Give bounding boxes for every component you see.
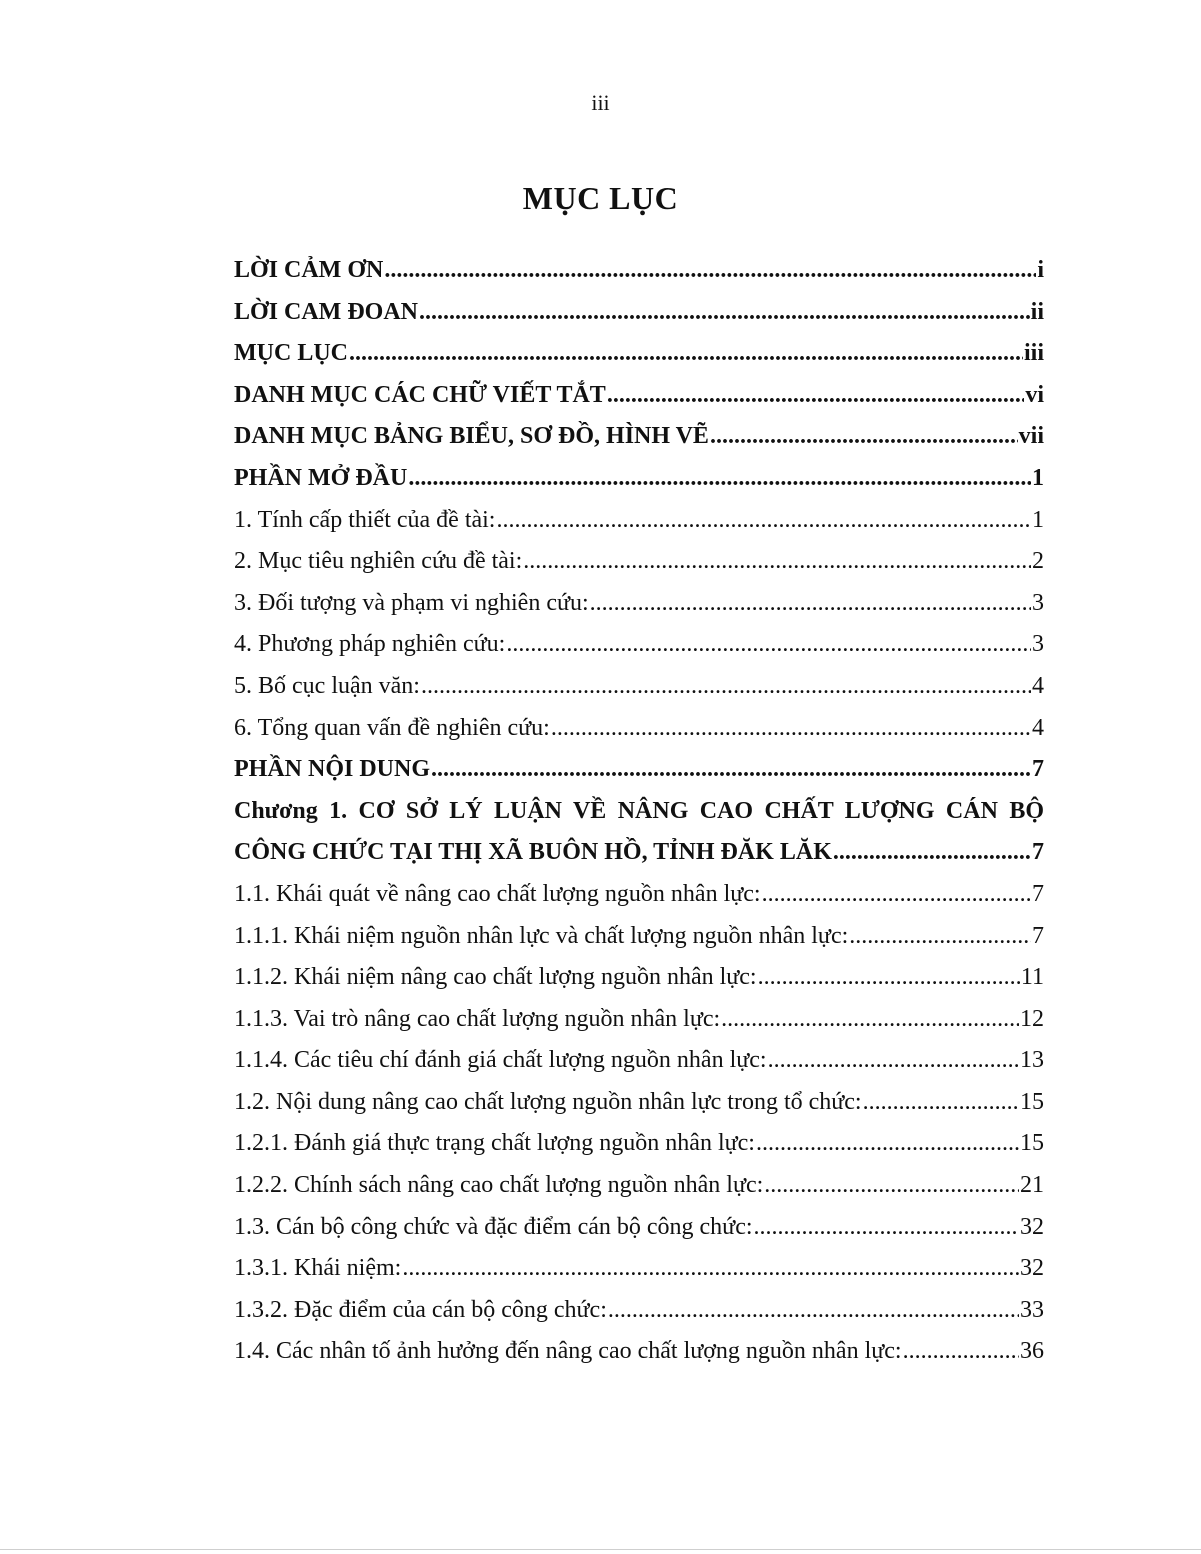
toc-entry-label: MỤC LỤC [234, 340, 348, 367]
toc-entry-page: 1 [1032, 506, 1044, 533]
toc-entry-label: CÔNG CHỨC TẠI THỊ XÃ BUÔN HỒ, TỈNH ĐĂK LĂK [234, 839, 832, 866]
dot-leader [833, 832, 1031, 874]
toc-entry[interactable] [234, 1207, 1044, 1249]
toc-entry-page: 11 [1020, 964, 1044, 991]
dot-leader [384, 250, 1036, 292]
toc-entry[interactable] [234, 1040, 1044, 1082]
dot-leader [756, 1123, 1019, 1165]
toc-entry-page: 4 [1032, 672, 1044, 699]
toc-entry[interactable] [234, 458, 1044, 500]
toc-entry[interactable] [234, 1082, 1044, 1124]
toc-entry-page: ii [1030, 298, 1044, 325]
toc-entry[interactable] [234, 250, 1044, 292]
dot-leader [863, 1082, 1019, 1124]
toc-entry[interactable] [234, 666, 1044, 708]
page-bottom-edge [0, 1549, 1201, 1550]
toc-entry-label: 1.1. Khái quát về nâng cao chất lượng nguồn nhân lực: [234, 880, 761, 907]
toc-entry-label: 1. Tính cấp thiết của đề tài: [234, 506, 496, 533]
dot-leader [402, 1248, 1019, 1290]
toc-entry-label-line1: Chương 1. CƠ SỞ LÝ LUẬN VỀ NÂNG CAO CHẤT LƯỢNG CÁN BỘ [234, 797, 1044, 824]
toc-entry-label: 1.4. Các nhân tố ảnh hưởng đến nâng cao chất lượng nguồn nhân lực: [234, 1338, 902, 1365]
toc-entry[interactable] [234, 541, 1044, 583]
dot-leader [721, 999, 1019, 1041]
toc-entry-page: vii [1018, 423, 1044, 450]
toc-entry-page: 32 [1020, 1213, 1044, 1240]
dot-leader [903, 1331, 1019, 1373]
toc-entry-page: 1 [1032, 464, 1044, 491]
toc-entry[interactable] [234, 749, 1044, 791]
toc-entry-page: 33 [1020, 1296, 1044, 1323]
dot-leader [607, 375, 1025, 417]
dot-leader [764, 1165, 1019, 1207]
toc-entry-label: LỜI CAM ĐOAN [234, 298, 418, 325]
toc-entry-label: DANH MỤC BẢNG BIỂU, SƠ ĐỒ, HÌNH VẼ [234, 423, 709, 450]
toc-entry-page: 15 [1020, 1130, 1044, 1157]
dot-leader [551, 708, 1031, 750]
toc-entry-page: 32 [1020, 1255, 1044, 1282]
toc-entry-label: 1.1.2. Khái niệm nâng cao chất lượng nguồn nhân lực: [234, 964, 757, 991]
dot-leader [590, 583, 1031, 625]
toc-entry[interactable] [234, 1331, 1044, 1373]
toc-entry[interactable] [234, 999, 1044, 1041]
toc-entry-page: 7 [1032, 922, 1044, 949]
toc-entry-page: 2 [1032, 548, 1044, 575]
dot-leader [754, 1207, 1019, 1249]
dot-leader [419, 292, 1030, 334]
toc-title: MỤC LỤC [522, 180, 679, 216]
table-of-contents [234, 250, 1044, 1373]
toc-entry-label: 6. Tổng quan vấn đề nghiên cứu: [234, 714, 550, 741]
toc-entry[interactable] [234, 708, 1044, 750]
page-number: iii [591, 90, 610, 115]
dot-leader [608, 1290, 1019, 1332]
toc-entry[interactable] [234, 957, 1044, 999]
toc-entry[interactable] [234, 583, 1044, 625]
toc-entry-page: 4 [1032, 714, 1044, 741]
dot-leader [408, 458, 1031, 500]
toc-entry-line2 [234, 832, 1044, 874]
toc-entry[interactable] [234, 500, 1044, 542]
toc-entry-label: 4. Phương pháp nghiên cứu: [234, 631, 506, 658]
toc-entry-label: 1.3.2. Đặc điểm của cán bộ công chức: [234, 1296, 607, 1323]
toc-entry-page: 12 [1020, 1005, 1044, 1032]
toc-entry-page: 3 [1032, 631, 1044, 658]
toc-entry-page: 7 [1032, 756, 1044, 783]
toc-entry-page: 36 [1020, 1338, 1044, 1365]
dot-leader [431, 749, 1031, 791]
toc-entry[interactable] [234, 1165, 1044, 1207]
toc-entry[interactable] [234, 874, 1044, 916]
toc-entry-chapter[interactable] [234, 791, 1044, 874]
toc-entry[interactable] [234, 1248, 1044, 1290]
toc-entry-page: 3 [1032, 589, 1044, 616]
dot-leader [762, 874, 1031, 916]
toc-entry[interactable] [234, 375, 1044, 417]
toc-entry-label: 1.3. Cán bộ công chức và đặc điểm cán bộ công chức: [234, 1213, 753, 1240]
dot-leader [768, 1040, 1019, 1082]
toc-entry-page: 7 [1032, 839, 1044, 866]
dot-leader [496, 500, 1031, 542]
dot-leader [758, 957, 1020, 999]
toc-entry-label: 1.2. Nội dung nâng cao chất lượng nguồn nhân lực trong tổ chức: [234, 1088, 862, 1115]
toc-entry-label: 1.1.4. Các tiêu chí đánh giá chất lượng nguồn nhân lực: [234, 1047, 767, 1074]
dot-leader [421, 666, 1031, 708]
toc-entry[interactable] [234, 292, 1044, 334]
toc-entry-label: 1.2.2. Chính sách nâng cao chất lượng nguồn nhân lực: [234, 1172, 764, 1199]
toc-entry-label: DANH MỤC CÁC CHỮ VIẾT TẮT [234, 381, 606, 408]
toc-entry-page: 21 [1020, 1172, 1044, 1199]
toc-entry-label: 2. Mục tiêu nghiên cứu đề tài: [234, 548, 523, 575]
toc-entry-label: LỜI CẢM ƠN [234, 257, 384, 283]
toc-entry-page: 13 [1020, 1047, 1044, 1074]
dot-leader [849, 916, 1031, 958]
toc-entry-label: 1.1.1. Khái niệm nguồn nhân lực và chất lượng nguồn nhân lực: [234, 922, 849, 949]
toc-entry[interactable] [234, 416, 1044, 458]
toc-entry-page: vi [1025, 381, 1044, 408]
toc-entry[interactable] [234, 1123, 1044, 1165]
dot-leader [349, 333, 1023, 375]
dot-leader [506, 624, 1031, 666]
toc-entry[interactable] [234, 1290, 1044, 1332]
toc-entry-label: 1.3.1. Khái niệm: [234, 1255, 402, 1282]
toc-entry-label: 5. Bố cục luận văn: [234, 672, 420, 699]
toc-entry-label: PHẦN MỞ ĐẦU [234, 464, 408, 491]
toc-entry-page: 15 [1020, 1088, 1044, 1115]
toc-entry-label: 1.1.3. Vai trò nâng cao chất lượng nguồn nhân lực: [234, 1005, 721, 1032]
toc-entry-label: PHẦN NỘI DUNG [234, 756, 430, 783]
toc-entry[interactable] [234, 624, 1044, 666]
toc-entry-page: iii [1023, 340, 1044, 367]
toc-entry[interactable] [234, 916, 1044, 958]
toc-entry-page: 7 [1032, 880, 1044, 907]
toc-entry-label: 1.2.1. Đánh giá thực trạng chất lượng nguồn nhân lực: [234, 1130, 755, 1157]
toc-entry[interactable] [234, 333, 1044, 375]
toc-entry-page: i [1037, 257, 1044, 283]
toc-entry-label: 3. Đối tượng và phạm vi nghiên cứu: [234, 589, 589, 616]
dot-leader [523, 541, 1031, 583]
dot-leader [710, 416, 1018, 458]
